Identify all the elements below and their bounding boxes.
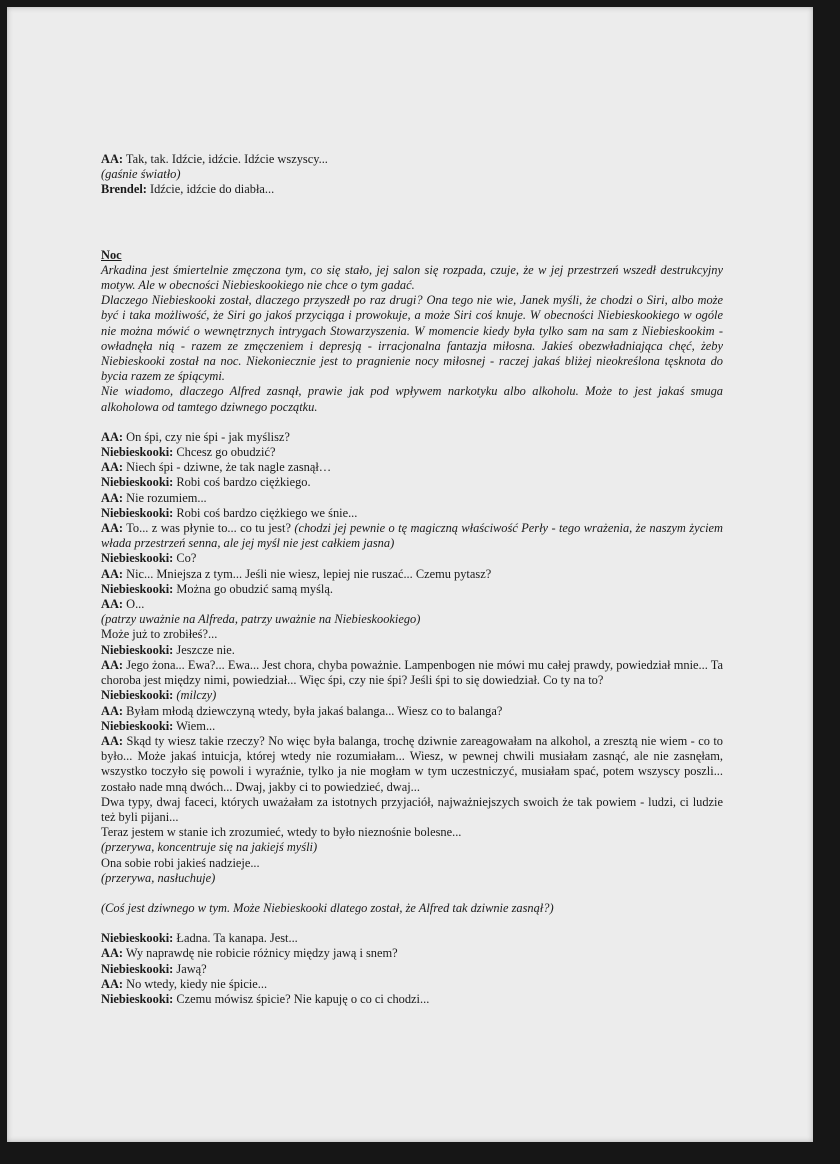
dialogue-line — [101, 643, 723, 658]
scene-description — [101, 263, 723, 415]
speaker-name: Niebieskooki: — [101, 505, 174, 520]
dialogue-text: Niech śpi - dziwne, że tak nagle zasnął… — [123, 460, 332, 475]
dialogue-text: Czemu mówisz śpicie? Nie kapuję o co ci chodzi... — [173, 991, 430, 1006]
inline-stage-direction: (milczy) — [176, 688, 217, 703]
dialogue-line — [101, 856, 723, 871]
speaker-name: Niebieskooki: — [101, 718, 174, 733]
dialogue-line — [101, 521, 723, 551]
dialogue-text: Teraz jestem w stanie ich zrozumieć, wtedy to było nieznośnie bolesne... — [101, 825, 462, 840]
dialogue-line — [101, 658, 723, 688]
speaker-name: Niebieskooki: — [101, 991, 174, 1006]
dialogue-text: Robi coś bardzo ciężkiego we śnie... — [173, 505, 358, 520]
speaker-name: AA: — [101, 976, 124, 991]
speaker-name: Niebieskooki: — [101, 475, 174, 490]
dialogue-text: Jeszcze nie. — [173, 642, 235, 657]
dialogue-text: Jawą? — [173, 961, 207, 976]
dialogue-line — [101, 962, 723, 977]
speaker-name: AA: — [101, 657, 124, 672]
dialogue-line — [101, 734, 723, 795]
dialogue-text: To... z was płynie to... co tu jest? — [123, 521, 295, 536]
dialogue-line — [101, 445, 723, 460]
speaker-name: Niebieskooki: — [101, 551, 174, 566]
speaker-name: AA: — [101, 733, 124, 748]
dialogue-text: Robi coś bardzo ciężkiego. — [173, 475, 311, 490]
description-paragraph: Arkadina jest śmiertelnie zmęczona tym, co się stało, jej salon się rozpada, czuje, że w jej przestrzeń wszedł destrukcyjny motyw. Ale w obecności Niebieskookiego nie chce o tym gadać. — [101, 262, 723, 293]
stage-direction: (przerywa, nasłuchuje) — [101, 870, 216, 885]
speaker-name: AA: — [101, 566, 124, 581]
dialogue-line — [101, 627, 723, 642]
dialogue-line — [101, 460, 723, 475]
dialogue-line — [101, 551, 723, 566]
dialogue-text: Byłam młodą dziewczyną wtedy, była jakaś balanga... Wiesz co to balanga? — [123, 703, 503, 718]
dialogue-line — [101, 719, 723, 734]
dialogue-line — [101, 795, 723, 825]
dialogue-line — [101, 825, 723, 840]
speaker-name: Niebieskooki: — [101, 445, 174, 460]
dialogue-text: Skąd ty wiesz takie rzeczy? No więc była balanga, trochę dziwnie zareagowałam na alkohol, a zresztą nie wiem - co to było... Może jakaś intuicja, której wtedy nie rozumiałam... Wiesz, w pewnej chwili musiałam zasnąć, ale nie zasnęłam, wszystko toczyło się powoli i wyraźnie, tylko ja nie mogłam w tym uczestniczyć, musiałam spać, potem wszyscy poszli... zostało nade mną dwóch... Dwaj, jakby ci to powiedzieć, dwaj... — [101, 733, 723, 794]
scene-dialogue — [101, 430, 723, 886]
speaker-name: AA: — [101, 152, 124, 166]
dialogue-text: Ładna. Ta kanapa. Jest... — [173, 931, 298, 946]
speaker-name: Niebieskooki: — [101, 642, 174, 657]
document-page — [7, 7, 813, 1142]
dialogue-text: Wy naprawdę nie robicie różnicy między jawą i snem? — [123, 946, 398, 961]
aside-note: (Coś jest dziwnego w tym. Może Niebieskooki dlatego został, że Alfred tak dziwnie zasnął?) — [101, 900, 554, 915]
dialogue-text: Co? — [173, 551, 197, 566]
speaker-name: AA: — [101, 521, 124, 536]
dialogue-line — [101, 582, 723, 597]
dialogue-line — [101, 430, 723, 445]
dialogue-text: Dwa typy, dwaj faceci, których uważałam za istotnych przyjaciół, najważniejszych swoich że tak powiem - ludzi, ci ludzie też byli pijani... — [101, 794, 723, 824]
dialogue-text: Może już to zrobiłeś?... — [101, 627, 218, 642]
stage-direction: (gaśnie światło) — [101, 167, 181, 182]
speaker-name: Niebieskooki: — [101, 961, 174, 976]
dialogue-text: Tak, tak. Idźcie, idźcie. Idźcie wszyscy... — [123, 152, 328, 166]
speaker-name: AA: — [101, 429, 124, 444]
closing-dialogue — [101, 931, 723, 1007]
dialogue-line — [101, 152, 723, 167]
speaker-name: Niebieskooki: — [101, 688, 174, 703]
dialogue-line — [101, 567, 723, 582]
dialogue-line — [101, 931, 723, 946]
dialogue-line — [101, 992, 723, 1007]
stage-direction: (patrzy uważnie na Alfreda, patrzy uważnie na Niebieskookiego) — [101, 612, 421, 627]
dialogue-line — [101, 946, 723, 961]
speaker-name: AA: — [101, 490, 124, 505]
speaker-name: AA: — [101, 703, 124, 718]
speaker-name: Niebieskooki: — [101, 931, 174, 946]
page-content — [101, 152, 723, 1007]
dialogue-text: O... — [123, 597, 145, 612]
dialogue-text: No wtedy, kiedy nie śpicie... — [123, 976, 268, 991]
dialogue-line — [101, 491, 723, 506]
dialogue-text: Nie rozumiem... — [123, 490, 207, 505]
dialogue-text: Można go obudzić samą myślą. — [173, 581, 333, 596]
speaker-name: AA: — [101, 597, 124, 612]
description-paragraph: Nie wiadomo, dlaczego Alfred zasnął, prawie jak pod wpływem narkotyku albo alkoholu. Może to jest jakaś smuga alkoholowa od tamtego dziwnego początku. — [101, 384, 723, 414]
scene-title: Noc — [101, 247, 122, 262]
speaker-name: Niebieskooki: — [101, 581, 174, 596]
inline-stage-direction: (chodzi jej pewnie o tę magiczną właściwość Perły - tego wrażenia, że naszym życiem włada przestrzeń senna, ale jej myśl nie jest całkiem jasna) — [101, 521, 723, 551]
dialogue-text: Nic... Mniejsza z tym... Jeśli nie wiesz, lepiej nie ruszać... Czemu pytasz? — [123, 566, 492, 581]
dialogue-text: Idźcie, idźcie do diabła... — [146, 182, 275, 197]
speaker-name: AA: — [101, 460, 124, 475]
dialogue-line — [101, 597, 723, 612]
speaker-name: Brendel: — [101, 182, 147, 197]
description-paragraph: Dlaczego Niebieskooki został, dlaczego przyszedł po raz drugi? Ona tego nie wie, Janek myśli, że chodzi o Siri, albo może być i taka możliwość, że Siri go jakoś przyciąga i prowokuje, a może Siri coś knuje. W obecności Niebieskookiego w ogóle nie można mówić o wewnętrznych intrygach Stowarzyszenia. W momencie kiedy była tylko sam na sam z Niebieskookim - owładnęła nią - razem ze zmęczeniem i depresją - irracjonalna fantazja miłosna. Jakieś obezwładniająca chęć, żeby Niebieskooki został na noc. Niekoniecznie jest to pragnienie nocy miłosnej - raczej jakaś bliżej nieokreślona tęsknota do bycia razem ze śpiącymi. — [101, 293, 723, 384]
dialogue-line — [101, 688, 723, 703]
dialogue-text: Chcesz go obudzić? — [173, 445, 276, 460]
dialogue-text: Wiem... — [173, 718, 216, 733]
stage-direction: (przerywa, koncentruje się na jakiejś myśli) — [101, 840, 318, 855]
dialogue-line — [101, 475, 723, 490]
dialogue-text: On śpi, czy nie śpi - jak myślisz? — [123, 429, 290, 444]
dialogue-text: Ona sobie robi jakieś nadzieje... — [101, 855, 260, 870]
opening-dialogue — [101, 152, 723, 198]
speaker-name: AA: — [101, 946, 124, 961]
dialogue-line — [101, 182, 723, 197]
dialogue-line — [101, 977, 723, 992]
dialogue-text: Jego żona... Ewa?... Ewa... Jest chora, chyba poważnie. Lampenbogen nie mówi mu całej prawdy, powiedział mnie... Ta choroba jest między nimi, powiedział... Więc śpi, czy nie śpi? Jeśli śpi to się dowiedział. Co ty na to? — [101, 657, 723, 688]
dialogue-line — [101, 506, 723, 521]
dialogue-line — [101, 704, 723, 719]
